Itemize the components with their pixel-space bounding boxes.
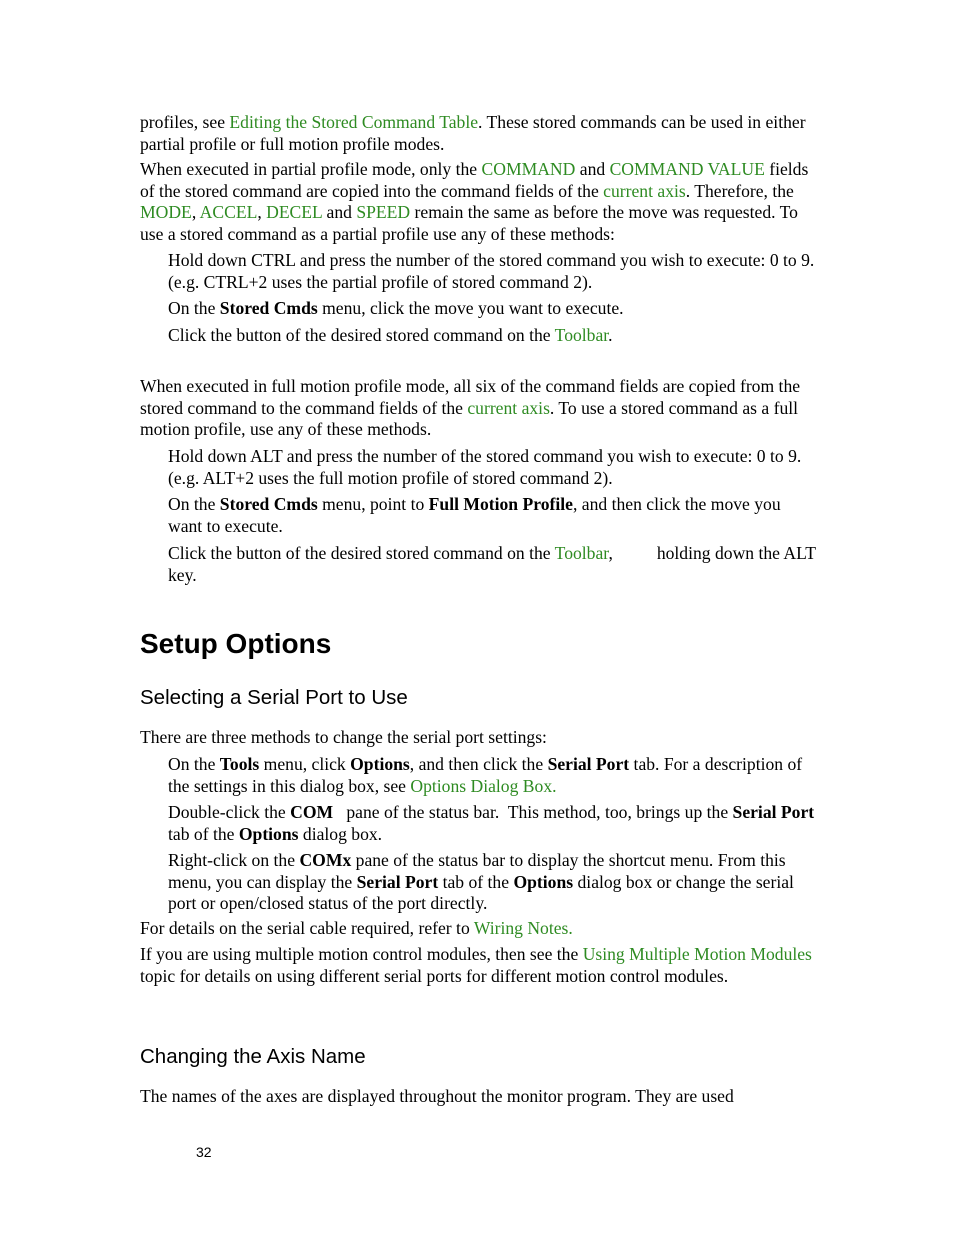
text: On the (168, 754, 220, 774)
text: topic for details on using different serial ports for different motion control modules. (140, 965, 729, 986)
paragraph-serial-cable (140, 918, 820, 940)
link-current-axis[interactable]: current axis (467, 397, 550, 418)
link-command[interactable]: COMMAND (481, 159, 576, 179)
text: Right-click on the (168, 850, 300, 870)
text: . To use a stored command as a full motion profile, use any of these methods. (140, 397, 799, 440)
text: When executed in full motion profile mode, all six of the command fields are copied from the stored command to the command fields of the (140, 376, 801, 418)
link-using-multiple-motion-modules[interactable]: Using Multiple Motion Modules (582, 944, 812, 964)
list-item-full-toolbar (168, 543, 821, 586)
heading-setup-options: Setup Options (140, 628, 332, 659)
text: On the (168, 494, 220, 514)
list-item-double-click-com (168, 802, 818, 845)
list-item-partial-ctrl (168, 250, 818, 293)
paragraph-three-methods (140, 727, 820, 749)
text: Click the button of the desired stored command on the (168, 325, 555, 345)
link-accel[interactable]: ACCEL (199, 202, 258, 223)
text: Hold down ALT and press the number of the stored command you wish to execute: 0 to 9. (e.g. ALT+2 uses the full motion profile of stored command 2). (168, 446, 802, 488)
link-mode[interactable]: MODE (140, 202, 192, 223)
heading-changing-axis-name: Changing the Axis Name (140, 1045, 366, 1068)
text: fields of the stored command are copied into the command fields of the (140, 159, 809, 201)
link-command-value[interactable]: COMMAND VALUE (609, 159, 765, 179)
text: profiles, see (140, 112, 230, 132)
text: , (191, 202, 200, 223)
link-current-axis[interactable]: current axis (603, 180, 686, 201)
text: There are three methods to change the serial port settings: (140, 727, 547, 747)
link-options-dialog-box[interactable]: Options Dialog Box. (410, 775, 557, 796)
tab-name: Serial Port (547, 754, 630, 774)
text: For details on the serial cable required, refer to (140, 918, 474, 938)
paragraph-axis-names (140, 1086, 820, 1108)
list-item-full-menu (168, 494, 818, 537)
pane-name: COMx (299, 850, 352, 870)
text: tab. For a description of the settings in this dialog box, see (168, 754, 803, 796)
link-toolbar[interactable]: Toolbar (554, 543, 609, 563)
text: The names of the axes are displayed throughout the monitor program. They are used (140, 1086, 734, 1106)
link-speed[interactable]: SPEED (356, 202, 411, 223)
link-toolbar[interactable]: Toolbar (554, 325, 609, 345)
submenu-name: Full Motion Profile (428, 494, 573, 514)
text: If you are using multiple motion control modules, then see the (140, 944, 583, 964)
list-item-right-click-comx (168, 850, 818, 915)
text: dialog box or change the serial port or open/closed status of the port directly. (168, 871, 794, 914)
text: menu, click the move you want to execute. (317, 298, 624, 318)
text: On the (168, 298, 220, 318)
link-editing-stored-command-table[interactable]: Editing the Stored Command Table (229, 112, 479, 132)
paragraph-full-motion-profile (140, 376, 820, 441)
menu-name: Stored Cmds (219, 298, 318, 318)
text: and (322, 202, 357, 223)
text: Click the button of the desired stored command on the (168, 543, 555, 563)
pane-name: COM (290, 802, 334, 822)
text: . (608, 325, 613, 345)
text: tab of the (168, 802, 819, 844)
dialog-name: Options (238, 823, 299, 844)
text: , holding down the ALT key. (168, 543, 821, 585)
text: . Therefore, the (685, 180, 794, 201)
menu-name: Tools (219, 754, 260, 774)
text: dialog box. (298, 823, 383, 844)
tab-name: Serial Port (356, 871, 439, 892)
text: , and then click the (409, 754, 548, 774)
paragraph-partial-profile (140, 159, 820, 245)
text: , (257, 202, 267, 223)
paragraph-stored-commands-intro (140, 112, 820, 155)
menu-name: Stored Cmds (219, 494, 318, 514)
dialog-name: Options (513, 871, 574, 892)
paragraph-multiple-modules (140, 944, 820, 987)
page-number: 32 (196, 1144, 212, 1160)
text: menu, point to (317, 494, 429, 514)
list-item-partial-toolbar (168, 325, 818, 347)
text: Double-click the (168, 802, 291, 822)
text: . These stored commands can be used in either partial profile or full motion profile modes. (140, 112, 806, 154)
link-wiring-notes[interactable]: Wiring Notes. (473, 918, 573, 938)
text: and (575, 159, 610, 179)
text: tab of the (438, 871, 514, 892)
text: , and then click the move you want to execute. (168, 494, 781, 536)
text: pane of the status bar to display the shortcut menu. From this menu, you can display the (168, 850, 786, 892)
text: menu, click (259, 754, 351, 774)
heading-selecting-serial-port: Selecting a Serial Port to Use (140, 686, 408, 709)
tab-name: Serial Port (732, 802, 815, 822)
link-decel[interactable]: DECEL (266, 202, 323, 223)
list-item-full-alt (168, 446, 818, 489)
list-item-partial-menu (168, 298, 818, 320)
list-item-tools-menu (168, 754, 818, 797)
menu-item-name: Options (350, 754, 410, 774)
text: Hold down CTRL and press the number of the stored command you wish to execute: 0 to 9. (e.g. CTRL+2 uses the partial profile of stored command 2). (168, 250, 815, 292)
text: When executed in partial profile mode, only the (140, 159, 482, 179)
text: remain the same as before the move was requested. To use a stored command as a partial profile use any of these methods: (140, 202, 798, 244)
text: pane of the status bar. This method, too, brings up the (333, 802, 733, 822)
